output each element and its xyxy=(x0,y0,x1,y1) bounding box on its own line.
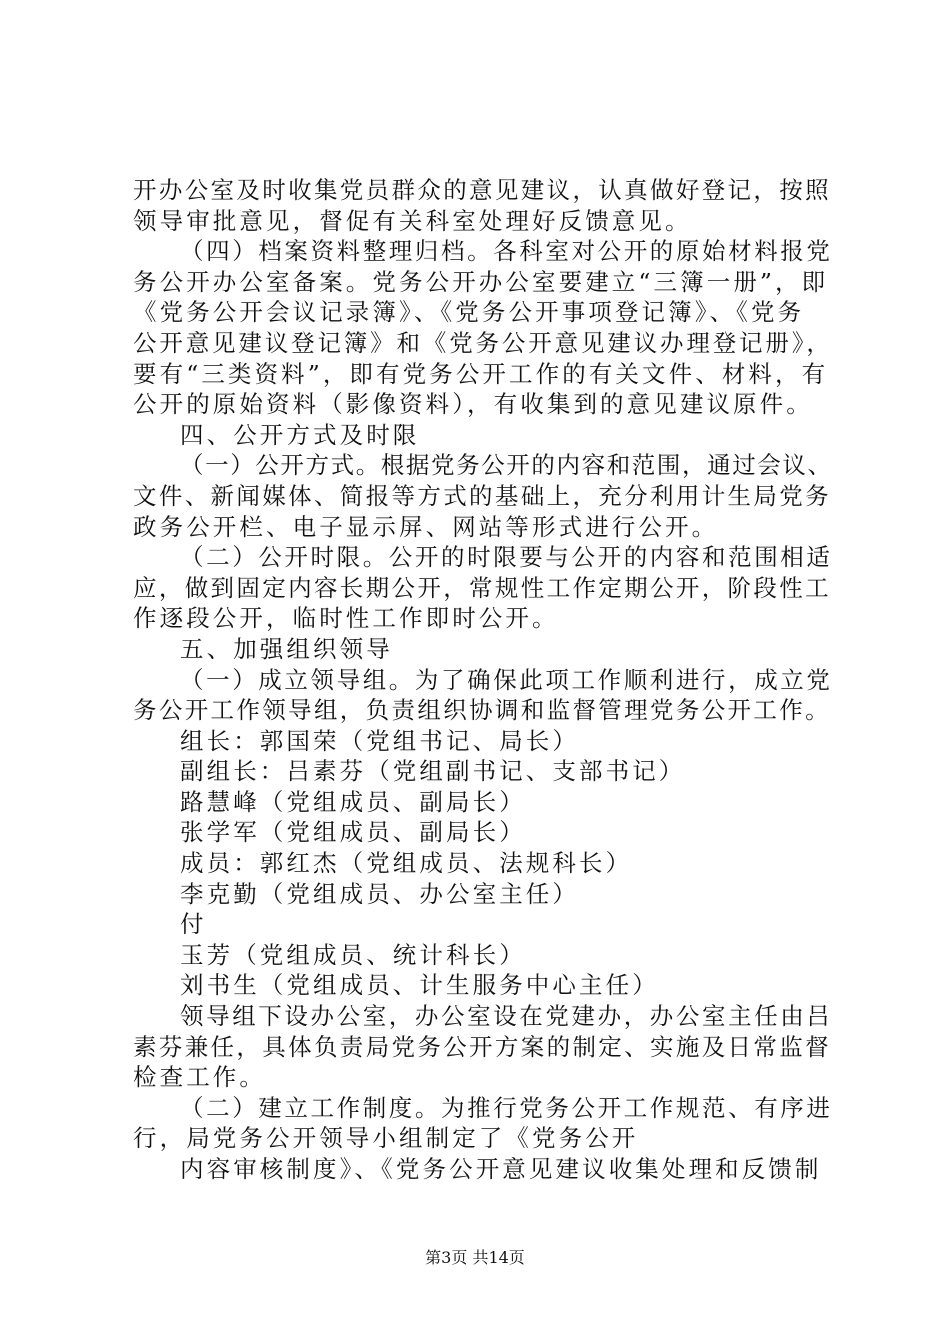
text-line: 组长：郭国荣（党组书记、局长） xyxy=(180,726,579,755)
text-line: 内容审核制度》、《党务公开意见建议收集处理和反馈制 xyxy=(180,1155,822,1183)
text-line: 路慧峰（党组成员、副局长） xyxy=(180,787,526,816)
text-line: 刘书生（党组成员、计生服务中心主任） xyxy=(180,971,659,1000)
text-line: 素芬兼任，具体负责局党务公开方案的制定、实施及日常监督 xyxy=(133,1032,831,1061)
text-line: 付 xyxy=(180,910,207,939)
text-line: 政务公开栏、电子显示屏、网站等形式进行公开。 xyxy=(133,512,719,541)
text-line: 开办公室及时收集党员群众的意见建议，认真做好登记，按照 xyxy=(133,176,831,204)
text-line: 四、公开方式及时限 xyxy=(180,420,420,449)
text-line: 领导审批意见，督促有关科室处理好反馈意见。 xyxy=(133,206,692,235)
text-line: 副组长：吕素芬（党组副书记、支部书记） xyxy=(180,757,686,786)
text-line: （一）公开方式。根据党务公开的内容和范围，通过会议、 xyxy=(180,451,833,480)
text-line: 作逐段公开，临时性工作即时公开。 xyxy=(133,604,559,633)
text-line: 成员：郭红杰（党组成员、法规科长） xyxy=(180,849,633,878)
text-line: （一）成立领导组。为了确保此项工作顺利进行，成立党 xyxy=(180,665,833,694)
text-line: 务公开办公室备案。党务公开办公室要建立“三簿一册”，即 xyxy=(133,267,829,296)
text-line: 领导组下设办公室，办公室设在党建办，办公室主任由吕 xyxy=(180,1002,833,1031)
text-line: 公开意见建议登记簿》和《党务公开意见建议办理登记册》， xyxy=(133,328,833,357)
text-line: 《党务公开会议记录簿》、《党务公开事项登记簿》、《党务 xyxy=(133,298,805,327)
text-line: （二）公开时限。公开的时限要与公开的内容和范围相适 xyxy=(180,543,833,572)
text-line: 张学军（党组成员、副局长） xyxy=(180,818,526,847)
text-line: （四）档案资料整理归档。各科室对公开的原始材料报党 xyxy=(180,237,833,266)
text-line: 五、加强组织领导 xyxy=(180,634,393,663)
text-line: 李克勤（党组成员、办公室主任） xyxy=(180,879,579,908)
text-line: 公开的原始资料（影像资料），有收集到的意见建议原件。 xyxy=(133,390,813,419)
text-line: 检查工作。 xyxy=(133,1063,266,1092)
text-line: 文件、新闻媒体、简报等方式的基础上，充分利用计生局党务 xyxy=(133,481,831,510)
text-line: 玉芳（党组成员、统计科长） xyxy=(180,940,526,969)
body-text xyxy=(133,175,833,1185)
text-line: 行，局党务公开领导小组制定了《党务公开 xyxy=(133,1124,639,1153)
text-line: 要有“三类资料”，即有党务公开工作的有关文件、材料，有 xyxy=(133,359,829,388)
text-line: （二）建立工作制度。为推行党务公开工作规范、有序进 xyxy=(180,1093,833,1122)
text-line: 应，做到固定内容长期公开，常规性工作定期公开，阶段性工 xyxy=(133,573,831,602)
text-line: 务公开工作领导组，负责组织协调和监督管理党务公开工作。 xyxy=(133,696,831,725)
page-footer: 第3页 共14页 xyxy=(425,1248,525,1267)
